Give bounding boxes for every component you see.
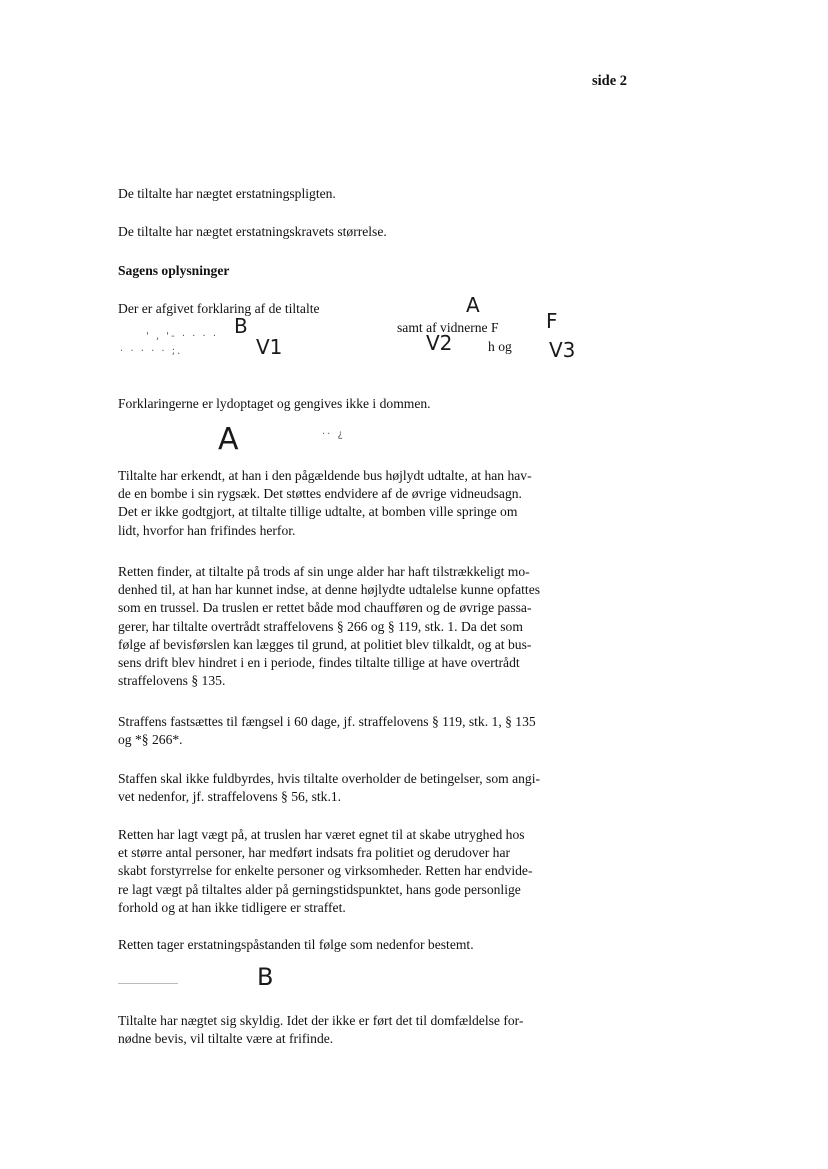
line: Staffen skal ikke fuldbyrdes, hvis tiltalte overholder de betingelser, som angi- (118, 771, 541, 786)
paragraph-forklaring-frag2: h og (488, 339, 512, 354)
line: de en bombe i sin rygsæk. Det støttes endvidere af de øvrige vidneudsagn. (118, 486, 522, 502)
paragraph-bombe (118, 467, 598, 540)
paragraph-straf (118, 713, 598, 749)
line: et større antal personer, har medført indsats fra politiet og derudover har (118, 845, 511, 861)
redaction-specks-2: ' , '- · · · · (146, 331, 219, 342)
handwritten-v2: V2 (426, 331, 453, 355)
line: skabt forstyrrelse for enkelte personer og virksomheder. Retten har endvide- (118, 863, 533, 879)
handwritten-b-initial: B (234, 314, 248, 338)
handwritten-f-margin: F (546, 309, 558, 333)
handwritten-b-section: B (257, 963, 274, 991)
line: gerer, har tiltalte overtrådt straffelovens § 266 og § 119, stk. 1. Da det som (118, 618, 523, 634)
handwritten-v3: V3 (549, 338, 576, 362)
paragraph-erstatningspaastand: Retten tager erstatningspåstanden til følge som nedenfor bestemt. (118, 937, 474, 952)
redaction-line (118, 983, 178, 984)
handwritten-a-initial: A (466, 293, 480, 317)
paragraph-frifinde (118, 1012, 598, 1048)
line: lidt, hvorfor han frifindes herfor. (118, 522, 296, 538)
paragraph-trussel (118, 563, 598, 690)
line: Tiltalte har nægtet sig skyldig. Idet der ikke er ført det til domfældelse for- (118, 1013, 524, 1028)
line: sens drift blev hindret i en i periode, findes tiltalte tillige at have overtrådt (118, 655, 520, 671)
line: denhed til, at han har kunnet indse, at denne højlydte udtalelse kunne opfattes (118, 582, 541, 598)
line: straffelovens § 135. (118, 673, 226, 689)
line: Retten har lagt vægt på, at truslen har været egnet til at skabe utryghed hos (118, 827, 525, 842)
redaction-specks: · · · · · ;. (120, 346, 183, 357)
paragraph-lydoptaget: Forklaringerne er lydoptaget og gengives ikke i dommen. (118, 396, 431, 411)
line: Retten finder, at tiltalte på trods af sin unge alder har haft tilstrækkeligt mo- (118, 564, 530, 579)
line: forhold og at han ikke tidligere er straffet. (118, 899, 346, 915)
paragraph-forklaring-witnesses: samt af vidnerne F (397, 320, 499, 335)
paragraph-vaegt (118, 826, 598, 917)
paragraph-erstatningspligt: De tiltalte har nægtet erstatningspligten. (118, 186, 336, 201)
line: som en trussel. Da truslen er rettet både mod chaufføren og de øvrige passa- (118, 600, 532, 616)
handwritten-v1: V1 (256, 335, 283, 359)
paragraph-erstatningskrav: De tiltalte har nægtet erstatningskravets størrelse. (118, 224, 387, 239)
line: Det er ikke godtgjort, at tiltalte tillige udtalte, at bomben ville springe om (118, 504, 518, 520)
line: Tiltalte har erkendt, at han i den pågældende bus højlydt udtalte, at han hav- (118, 468, 532, 483)
redaction-specks-3: ·· ¿ (322, 429, 345, 440)
section-heading: Sagens oplysninger (118, 263, 230, 278)
line: nødne bevis, vil tiltalte være at frifinde. (118, 1031, 334, 1047)
line: og *§ 266*. (118, 732, 183, 748)
line: vet nedenfor, jf. straffelovens § 56, stk.1. (118, 789, 342, 805)
line: følge af bevisførslen kan lægges til grund, at politiet blev tilkaldt, og at bus- (118, 636, 532, 652)
paragraph-forklaring-line1: Der er afgivet forklaring af de tiltalte (118, 301, 320, 316)
line: Straffens fastsættes til fængsel i 60 dage, jf. straffelovens § 119, stk. 1, § 135 (118, 714, 536, 729)
handwritten-a-section: A (218, 422, 239, 457)
paragraph-fuldbyrdes (118, 770, 598, 806)
page-number: side 2 (592, 73, 628, 89)
line: re lagt vægt på tiltaltes alder på gerningstidspunktet, hans gode personlige (118, 881, 521, 897)
